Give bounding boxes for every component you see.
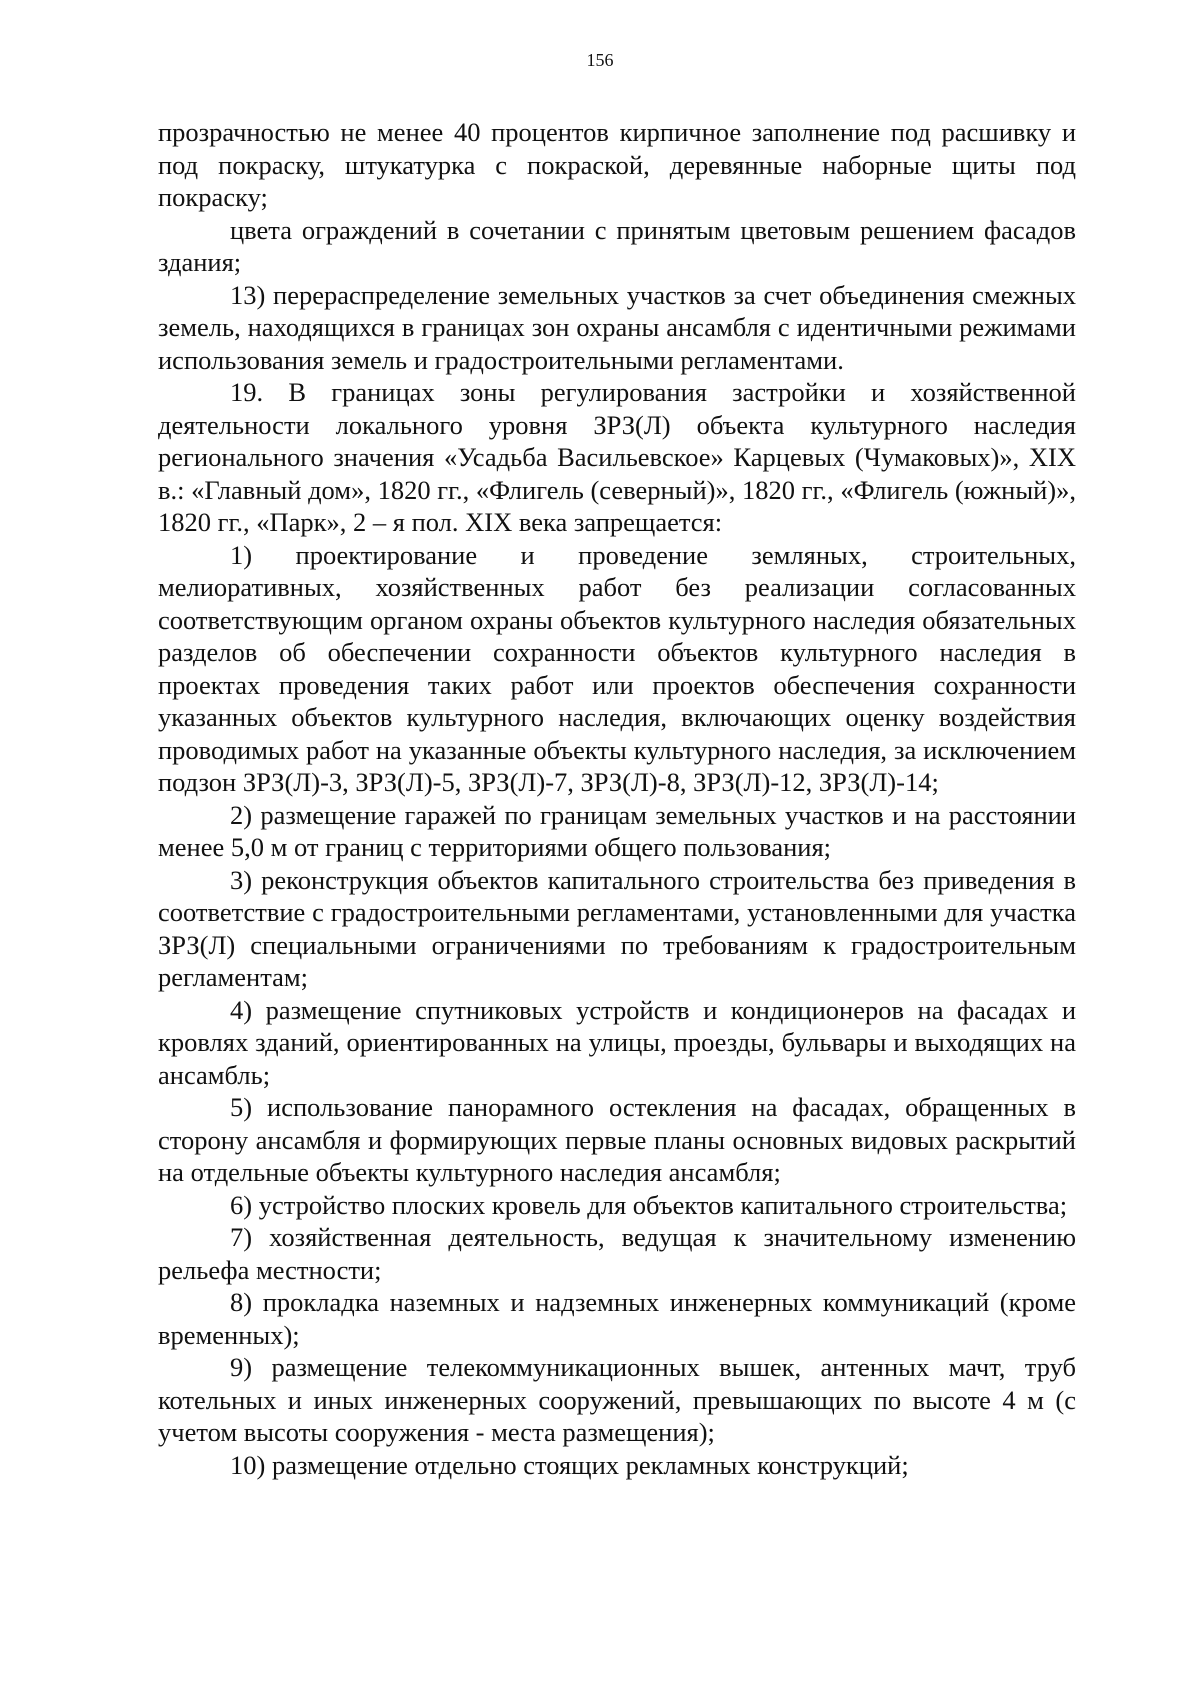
page-number: 156: [586, 50, 614, 70]
paragraph-item-4: 4) размещение спутниковых устройств и кондиционеров на фасадах и кровлях зданий, ориентированных на улицы, проезды, бульвары и выходящих на ансамбль;: [158, 994, 1076, 1090]
paragraph-item-5: 5) использование панорамного остекления на фасадах, обращенных в сторону ансамбля и формирующих первые планы основных видовых раскрытий на отдельные объекты культурного наследия ансамбля;: [158, 1092, 1076, 1187]
paragraph-item-3: 3) реконструкция объектов капитального строительства без приведения в соответствие с градостроительными регламентами, установленными для участка ЗРЗ(Л) специальными ограничениями по требованиям к градостроительным регламентам;: [158, 864, 1076, 992]
document-body: [158, 116, 1076, 1481]
paragraph-fence-colors: цвета ограждений в сочетании с принятым цветовым решением фасадов здания;: [158, 214, 1076, 277]
paragraph-item-2: 2) размещение гаражей по границам земельных участков и на расстоянии менее 5,0 м от границ с территориями общего пользования;: [158, 799, 1076, 862]
paragraph-item-9: 9) размещение телекоммуникационных вышек, антенных мачт, труб котельных и иных инженерных сооружений, превышающих по высоте 4 м (с учетом высоты сооружения - места размещения);: [158, 1352, 1076, 1447]
paragraph-section-19: 19. В границах зоны регулирования застройки и хозяйственной деятельности локального уровня ЗРЗ(Л) объекта культурного наследия регионального значения «Усадьба Васильевское» Карцевых (Чумаковых)», XIX в.: «Главный дом», 1820 гг., «Флигель (северный)», 1820 гг., «Флигель (южный)», 1820 гг., «Парк», 2 – я пол. XIX века запрещается:: [158, 377, 1076, 537]
paragraph-item-10: 10) размещение отдельно стоящих рекламных конструкций;: [230, 1449, 909, 1480]
paragraph-item-7: 7) хозяйственная деятельность, ведущая к значительному изменению рельефа местности;: [158, 1222, 1076, 1285]
paragraph-item-1: 1) проектирование и проведение земляных, строительных, мелиоративных, хозяйственных работ без реализации согласованных соответствующим органом охраны объектов культурного наследия обязательных разделов об обеспечении сохранности объектов культурного наследия в проектах проведения таких работ или проектов обеспечения сохранности указанных объектов культурного наследия, включающих оценку воздействия проводимых работ на указанные объекты культурного наследия, за исключением подзон ЗРЗ(Л)-3, ЗРЗ(Л)-5, ЗРЗ(Л)-7, ЗРЗ(Л)-8, ЗРЗ(Л)-12, ЗРЗ(Л)-14;: [158, 539, 1076, 797]
paragraph-item-6: 6) устройство плоских кровель для объектов капитального строительства;: [230, 1189, 1068, 1220]
paragraph-item-13: 13) перераспределение земельных участков за счет объединения смежных земель, находящихся в границах зон охраны ансамбля с идентичными режимами использования земель и градостроительными регламентами.: [158, 279, 1076, 375]
paragraph-item-8: 8) прокладка наземных и надземных инженерных коммуникаций (кроме временных);: [158, 1287, 1076, 1350]
paragraph-continuation: прозрачностью не менее 40 процентов кирпичное заполнение под расшивку и под покраску, штукатурка с покраской, деревянные наборные щиты под покраску;: [158, 117, 1076, 212]
